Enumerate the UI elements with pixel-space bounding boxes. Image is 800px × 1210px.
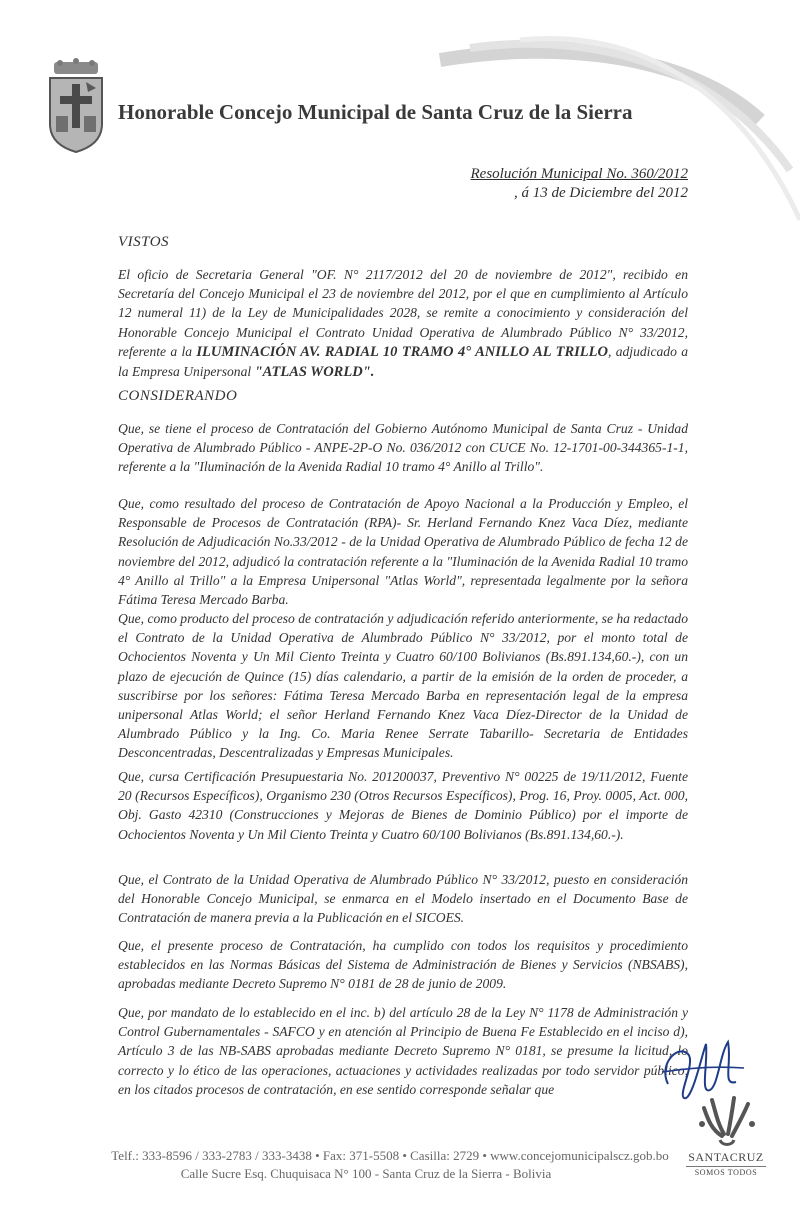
considerando-paragraph: Que, el presente proceso de Contratación, ha cumplido con todos los requisitos y procedimiento establecidos en las Normas Básicas del Sistema de Administración de Bienes y Servicios (NBSABS), aprobadas mediante Decreto Supremo N° 0181 de 28 de junio de 2009. [118, 938, 688, 992]
vistos-text-before: El oficio de Secretaria General "OF. N° 2117/2012 del 20 de noviembre de 2012", recibido en Secretaría del Concejo Municipal el 23 de noviembre del 2012, por el que en cumplimiento al Artículo 12 numeral 11) de la Ley de Municipalidades 2028, se remite a conocimiento y consideración del Honorable Concejo Municipal el Contrato Unidad Operativa de Alumbrado Público N° 33/2012, referente a la [118, 267, 688, 359]
resolution-date: , á 13 de Diciembre del 2012 [514, 185, 688, 201]
resolution-number: Resolución Municipal No. 360/2012 [470, 166, 688, 182]
considerando-paragraph: Que, por mandato de lo establecido en el inc. b) del artículo 28 de la Ley N° 1178 de Administración y Control Gubernamentales - SAFCO y en atención al Principio de Buena Fe Establecido en el inciso d), Artículo 3 de las NB-SABS aprobadas mediante Decreto Supremo N° 0181, se presume la licitud, lo correcto y lo ético de las operaciones, actuaciones y actividades realizadas por todo servidor público, en los citados procesos de contratación, en ese sentido corresponde señalar que [118, 1005, 688, 1097]
vistos-company-name: "ATLAS WORLD". [254, 364, 375, 381]
footer-address: Calle Sucre Esq. Chuquisaca N° 100 - Santa Cruz de la Sierra - Bolivia [180, 1166, 552, 1181]
vistos-heading: VISTOS [118, 234, 170, 250]
considerando-heading: CONSIDERANDO [118, 388, 238, 404]
resolution-header [471, 165, 688, 203]
vistos-text-middle: , adjudicado a la Empresa Unipersonal [118, 343, 688, 380]
considerando-paragraph: Que, como resultado del proceso de Contratación de Apoyo Nacional a la Producción y Empleo, el Responsable de Procesos de Contratación (RPA)- Sr. Herland Fernando Knez Vaca Díez, mediante Resolución de Adjudicación No.33/2012 - de la Unidad Operativa de Alumbrado Público de fecha 12 de noviembre del 2012, adjudicó la contratación referente a la "Iluminación de la Avenida Radial 10 tramo 4° Anillo al Trillo" a la Empresa Unipersonal "Atlas World", representada legalmente por la señora Fátima Teresa Mercado Barba. [118, 496, 688, 608]
vistos-project-name: ILUMINACIÓN AV. RADIAL 10 TRAMO 4° ANILLO AL TRILLO [196, 343, 608, 360]
footer-contact: Telf.: 333-8596 / 333-2783 / 333-3438 • Fax: 371-5508 • Casilla: 2729 • www.concejomunicipalscz.gob.bo [111, 1148, 669, 1163]
considerando-paragraph: Que, se tiene el proceso de Contratación del Gobierno Autónomo Municipal de Santa Cruz - Unidad Operativa de Alumbrado Público - ANPE-2P-O No. 036/2012 con CUCE No. 12-1701-00-344365-1-1, referente a la "Iluminación de la Avenida Radial 10 tramo 4° Anillo al Trillo". [118, 421, 688, 475]
organization-title: Honorable Concejo Municipal de Santa Cruz de la Sierra [118, 100, 633, 124]
considerando-paragraph: Que, cursa Certificación Presupuestaria No. 201200037, Preventivo N° 00225 de 19/11/2012, Fuente 20 (Recursos Específicos), Organismo 230 (Otros Recursos Específicos), Prog. 16, Proy. 0005, Act. 000, Obj. Gasto 42310 (Construcciones y Mejoras de Bienes de Dominio Público) por el importe de Ochocientos Noventa y Un Mil Ciento Treinta y Cuatro 60/100 Bolivianos (Bs.891.134,60.-). [118, 769, 688, 842]
logo-name: SANTACRUZ [688, 1150, 764, 1164]
header-swoosh-decoration [0, 0, 800, 260]
coat-of-arms-icon [46, 58, 106, 154]
logo-tagline: SOMOS TODOS [686, 1166, 766, 1177]
considerando-paragraph: Que, el Contrato de la Unidad Operativa de Alumbrado Público N° 33/2012, puesto en consideración del Honorable Concejo Municipal, se enmarca en el Modelo insertado en el Documento Base de Contratación de manera previa a la Publicación en el SICOES. [118, 872, 688, 926]
considerando-paragraph: Que, como producto del proceso de contratación y adjudicación referido anteriormente, se ha redactado el Contrato de la Unidad Operativa de Alumbrado Público N° 33/2012, por el monto total de Ochocientos Noventa y Un Mil Ciento Treinta y Cuatro 60/100 Bolivianos (Bs.891.134,60.-), con un plazo de ejecución de Quince (15) días calendario, a partir de la emisión de la orden de proceder, a suscribirse por los señores: Fátima Teresa Mercado Barba en representación legal de la empresa unipersonal Atlas World; el señor Herland Fernando Knez Vaca Díez-Director de la Unidad de Alumbrado Público y la Ing. Co. Maria Renee Serrate Tabarillo- Secretaria de Entidades Desconcentradas, Descentralizadas y Empresas Municipales. [118, 611, 688, 761]
vistos-paragraph [118, 265, 688, 382]
